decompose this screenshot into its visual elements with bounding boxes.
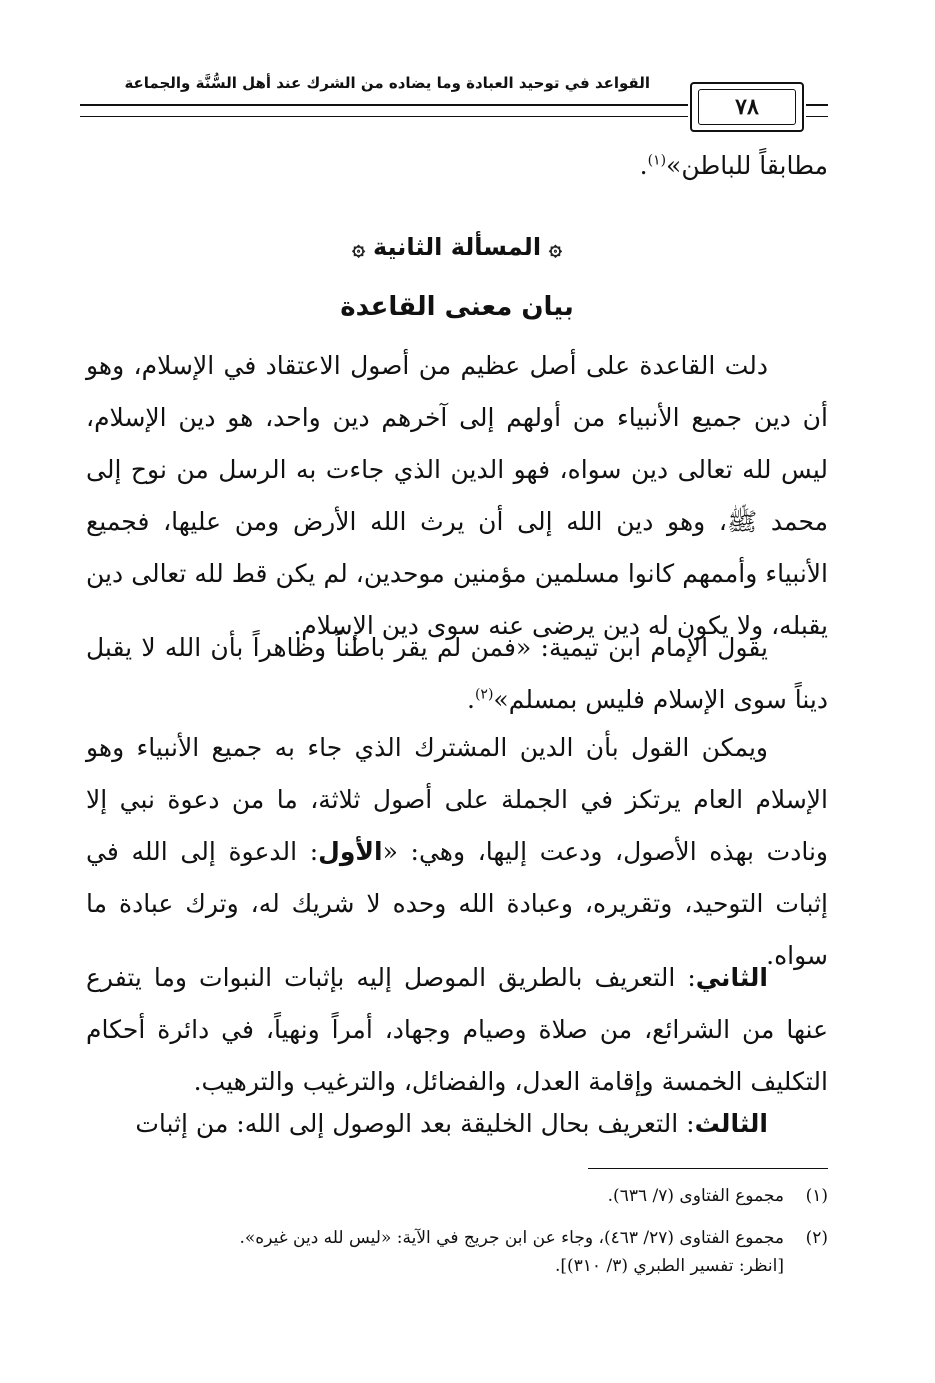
footnote-2-number: (٢) <box>805 1228 828 1248</box>
paragraph-5 <box>86 1098 828 1150</box>
footnote-2-continuation: [انظر: تفسير الطبري (٣/ ٣١٠)]. <box>554 1256 784 1276</box>
header-rule <box>80 104 688 117</box>
running-header <box>80 64 828 134</box>
footnote-ref-2: (٢) <box>474 686 494 703</box>
continued-end: . <box>639 151 648 180</box>
ornament-icon: ۞ <box>549 236 562 261</box>
footnote-1 <box>86 1182 828 1210</box>
header-title: القواعد في توحيد العبادة وما يضاده من الشرك عند أهل السُّنَّة والجماعة <box>124 74 650 92</box>
footnote-ref-1: (١) <box>647 152 667 169</box>
footnote-2-text: مجموع الفتاوى (٢٧/ ٤٦٣)، وجاء عن ابن جريج في الآية: «ليس لله دين غيره». <box>239 1228 784 1248</box>
paragraph-1: دلت القاعدة على أصل عظيم من أصول الاعتقاد في الإسلام، وهو أن دين جميع الأنبياء من أولهم إلى آخرهم دين واحد، هو دين الإسلام، ليس لله تعالى دين سواه، فهو الدين الذي جاءت به الرسل من نوح إلى محمد ﷺ، وهو دين الله إلى أن يرث الله الأرض ومن عليها، فجميع الأنبياء وأممهم كانوا مسلمين مؤمنين موحدين، لم يكن قط لله تعالى دين يقبله، ولا يكون له دين يرضى عنه سوى دين الإسلام. <box>86 351 828 640</box>
paragraph-5-bold: الثالث <box>694 1109 768 1138</box>
paragraph-4-rest: : التعريف بالطريق الموصل إليه بإثبات النبوات وما يتفرع عنها من الشرائع، من صلاة وصيام وجهاد، أمراً ونهياً، في دائرة أحكام التكليف الخمسة وإقامة العدل، والفضائل، والترغيب والترهيب. <box>86 963 828 1096</box>
footnote-2 <box>86 1224 828 1252</box>
footnote-1-number: (١) <box>805 1186 828 1206</box>
paragraph-3 <box>86 722 828 982</box>
paragraph-3-rest: : الدعوة إلى الله في إثبات التوحيد، وتقريره، وعبادة الله وحده لا شريك له، وترك عبادة ما سواه. <box>86 837 828 970</box>
paragraph-2-end: . <box>466 685 475 714</box>
paragraph-5-rest: : التعريف بحال الخليقة بعد الوصول إلى الله: من إثبات <box>135 1109 695 1138</box>
section-heading-text: المسألة الثانية <box>372 233 542 261</box>
paragraph-2 <box>86 622 828 726</box>
ornament-icon: ۞ <box>352 236 365 261</box>
header-rule-right <box>806 104 828 117</box>
paragraph-4-bold: الثاني <box>695 963 768 992</box>
paragraph-2-text: يقول الإمام ابن تيمية: «فمن لم يقر باطناً وظاهراً بأن الله لا يقبل ديناً سوى الإسلام فليس بمسلم» <box>86 633 828 714</box>
sub-heading: بيان معنى القاعدة <box>340 292 574 322</box>
paragraph-4 <box>86 952 828 1108</box>
page-number-frame <box>690 82 804 132</box>
page-number: ٧٨ <box>698 89 796 125</box>
paragraph-3-bold: الأول <box>318 837 383 866</box>
section-heading <box>86 222 828 274</box>
footnote-separator <box>588 1168 828 1169</box>
paragraph-3-start: ويمكن القول بأن الدين المشترك الذي جاء به جميع الأنبياء وهو الإسلام العام يرتكز في الجملة على أصول ثلاثة، ما من دعوة نبي إلا ونادت بهذه الأصول، ودعت إليها، وهي: « <box>86 733 828 866</box>
continued-line <box>86 140 828 192</box>
continued-text: مطابقاً للباطن» <box>666 151 828 180</box>
footnote-1-text: مجموع الفتاوى (٧/ ٦٣٦). <box>607 1186 784 1206</box>
